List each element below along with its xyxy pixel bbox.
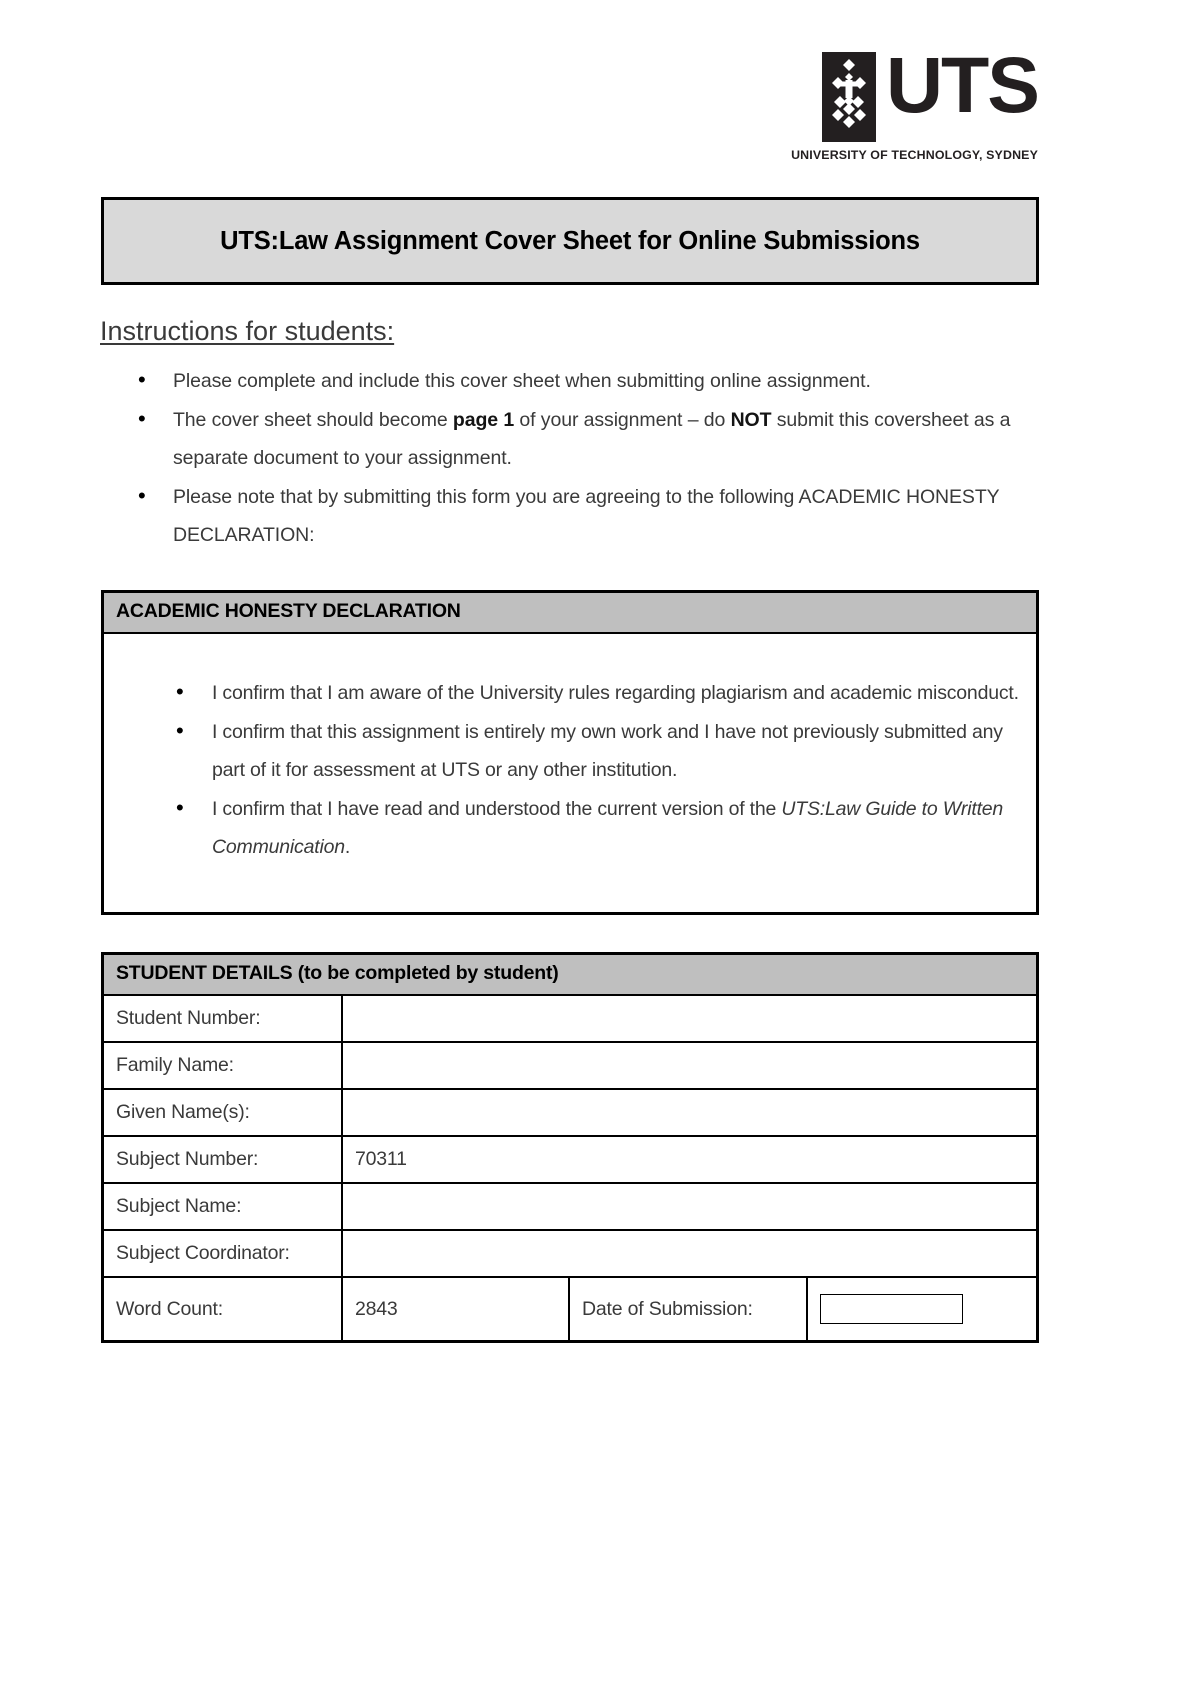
date-of-submission-cell — [808, 1278, 1036, 1340]
word-count-value[interactable]: 2843 — [343, 1278, 570, 1340]
uts-wordmark: UTS — [886, 40, 1038, 129]
declaration-text: I confirm that I am aware of the University rules regarding plagiarism and academic misconduct. — [212, 682, 1019, 704]
date-of-submission-input[interactable] — [820, 1294, 963, 1324]
field-label: Student Number: — [104, 996, 343, 1041]
declaration-title-italic: UTS:Law Guide to Written Communication — [212, 797, 1004, 858]
field-label: Subject Coordinator: — [104, 1231, 343, 1276]
student-details-table — [101, 952, 1039, 1343]
instructions-heading: Instructions for students: — [100, 316, 395, 346]
declaration-item — [104, 790, 1036, 867]
instruction-text: of your assignment – do — [514, 408, 731, 431]
table-row-final — [104, 1278, 1036, 1340]
student-details-header: STUDENT DETAILS (to be completed by student) — [104, 955, 1036, 996]
declaration-item — [104, 674, 1036, 713]
field-value[interactable] — [343, 996, 1036, 1041]
table-row — [104, 1043, 1036, 1090]
student-details-rows — [104, 996, 1036, 1340]
instruction-text: Please note that by submitting this form you are agreeing to the following ACADEMIC HONESTY DECLARATION: — [173, 485, 1000, 546]
instruction-item — [100, 401, 1040, 478]
table-row — [104, 1090, 1036, 1137]
honesty-declaration-list — [104, 674, 1036, 867]
field-label: Subject Number: — [104, 1137, 343, 1182]
uts-tagline: UNIVERSITY OF TECHNOLOGY, SYDNEY — [791, 148, 1038, 162]
academic-honesty-declaration-table — [101, 590, 1039, 915]
page-title: UTS:Law Assignment Cover Sheet for Online Submissions — [220, 226, 920, 255]
table-row — [104, 1184, 1036, 1231]
instruction-text: The cover sheet should become — [173, 408, 453, 431]
instructions-list — [100, 362, 1040, 555]
table-row — [104, 996, 1036, 1043]
field-value[interactable] — [343, 1090, 1036, 1135]
honesty-declaration-header: ACADEMIC HONESTY DECLARATION — [104, 593, 1036, 634]
declaration-text: I confirm that this assignment is entirely my own work and I have not previously submitted any part of it for assessment at UTS or any other institution. — [212, 720, 1003, 781]
word-count-label: Word Count: — [104, 1278, 343, 1340]
uts-logo — [788, 40, 1038, 162]
declaration-text: . — [344, 836, 351, 858]
declaration-text: I confirm that I have read and understood the current version of the — [212, 797, 782, 820]
field-value[interactable] — [343, 1231, 1036, 1276]
field-label: Family Name: — [104, 1043, 343, 1088]
instruction-item — [100, 362, 1040, 401]
instruction-emphasis: page 1 — [452, 408, 515, 431]
field-value[interactable] — [343, 1043, 1036, 1088]
honesty-declaration-body — [104, 634, 1036, 867]
document-title-banner — [101, 197, 1039, 285]
declaration-item — [104, 713, 1036, 790]
instruction-text: Please complete and include this cover sheet when submitting online assignment. — [173, 370, 871, 392]
field-label: Subject Name: — [104, 1184, 343, 1229]
date-of-submission-label: Date of Submission: — [570, 1278, 808, 1340]
field-label: Given Name(s): — [104, 1090, 343, 1135]
uts-crest-icon — [822, 52, 876, 142]
table-row — [104, 1137, 1036, 1184]
table-row — [104, 1231, 1036, 1278]
instruction-text: submit this coversheet as a separate document to your assignment. — [173, 408, 1011, 469]
field-value[interactable] — [343, 1184, 1036, 1229]
instruction-emphasis: NOT — [730, 408, 772, 431]
field-value[interactable]: 70311 — [355, 1148, 407, 1170]
instruction-item — [100, 478, 1040, 555]
logo-row — [788, 40, 1038, 142]
